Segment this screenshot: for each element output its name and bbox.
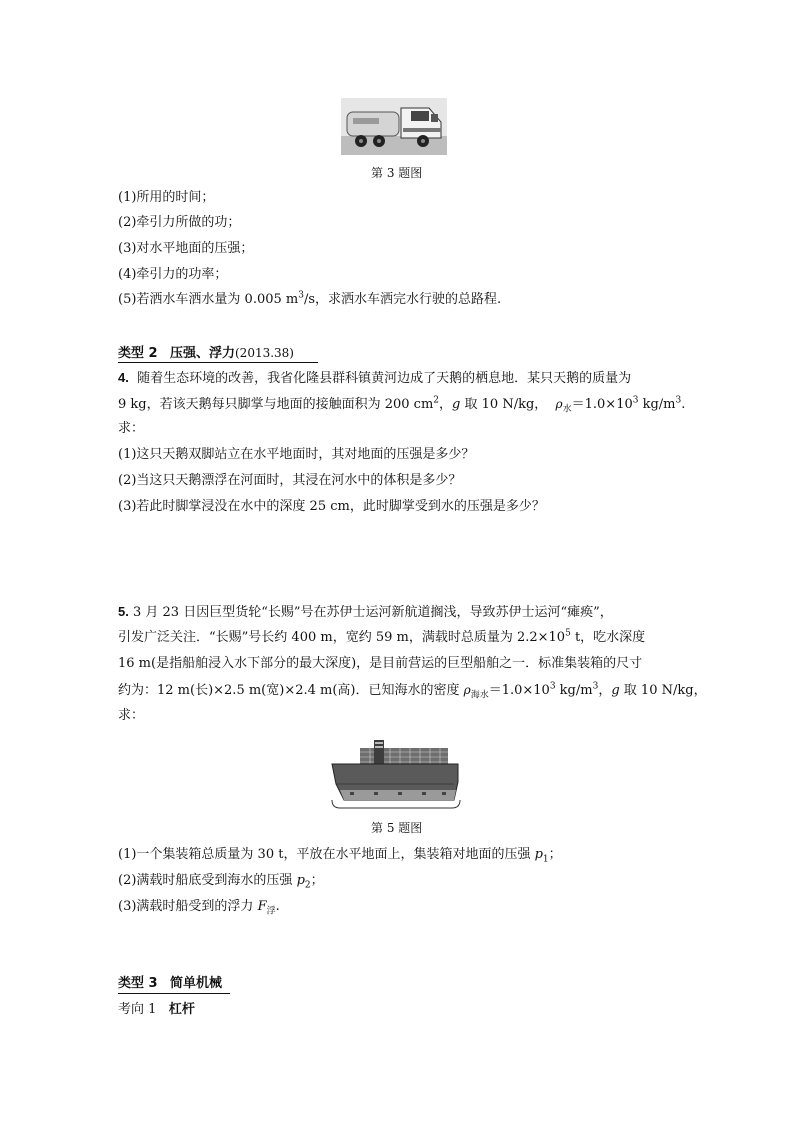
type-3-underline [118,993,230,994]
q5-line-3: 16 m(是指船舶浸入水下部分的最大深度)，是目前营运的巨型船舶之一．标准集装箱的尺寸 [118,656,643,671]
q4-line-2: 9 kg，若该天鹅每只脚掌与地面的接触面积为 200 $cm^2$，g 取 10 N/kg， $\rho_水=1.0\times 10^3$ $kg/m^3$. [118,395,686,415]
q4-number: 4. [118,370,129,385]
q5-line-5: 求： [118,708,145,723]
type-3-heading [118,975,222,993]
subtopic-heading [118,1001,195,1019]
q5-line-4: 约为：12 m(长)×2.5 m(宽)×2.4 m(高)．已知海水的密度 $\rho_{海水}=1.0\times 10^3$ $kg/m^3$，g 取 10 N/kg， [118,681,707,701]
q5-number: 5. [118,604,129,619]
q3-subquestion-5: (5)若洒水车洒水量为 0.005 $m^3/s$，求洒水车洒完水行驶的总路程. [118,290,502,307]
figure-5-caption: 第 5 题图 [371,821,423,835]
type-2-title: 压强、浮力 [169,346,235,361]
subtopic-title: 杠杆 [168,1002,195,1017]
type-2-label: 类型 2 [118,346,158,361]
type-3-label: 类型 3 [118,976,158,991]
type-2-heading [118,344,294,363]
q3-subquestion-2: (2)牵引力所做的功； [118,215,241,230]
type-2-source: (2013.38) [235,346,294,360]
q5-subquestion-1: (1)一个集装箱总质量为 30 t，平放在水平地面上，集装箱对地面的压强 $p_1$； [118,847,562,865]
q3-subquestion-1: (1)所用的时间； [118,190,215,205]
q3-subquestion-3: (3)对水平地面的压强； [118,241,254,256]
q4-subquestion-3: (3)若此时脚掌浸没在水中的深度 25 cm，此时脚掌受到水的压强是多少？ [118,499,545,514]
subtopic-label: 考向 1 [118,1002,157,1017]
q4-subquestion-2: (2)当这只天鹅漂浮在河面时，其浸在河水中的体积是多少？ [118,473,462,488]
type-3-title: 简单机械 [169,976,222,991]
q5-line-1: 5. 3 月 23 日因巨型货轮“长赐”号在苏伊士运河新航道搁浅，导致苏伊士运河“瘫痪”， [118,604,613,620]
q5-subquestion-2: (2)满载时船底受到海水的压强 $p_2$； [118,873,324,891]
q4-line-1: 4. 随着生态环境的改善，我省化隆县群科镇黄河边成了天鹅的栖息地．某只天鹅的质量为 [118,370,632,386]
q5-line-2: 引发广泛关注．“长赐”号长约 400 m，宽约 59 m，满载时总质量为 $2.2\times 10^5$ t，吃水深度 [118,628,646,645]
sprinkler-truck-image [341,98,447,155]
type-2-underline [118,362,318,363]
q3-subquestion-4: (4)牵引力的功率； [118,267,228,282]
q4-line-3: 求： [118,421,145,436]
container-ship-image [330,738,462,810]
figure-3-caption: 第 3 题图 [371,166,423,180]
q5-subquestion-3: (3)满载时船受到的浮力 $F_浮$. [118,899,280,917]
q4-subquestion-1: (1)这只天鹅双脚站立在水平地面时，其对地面的压强是多少？ [118,447,475,462]
